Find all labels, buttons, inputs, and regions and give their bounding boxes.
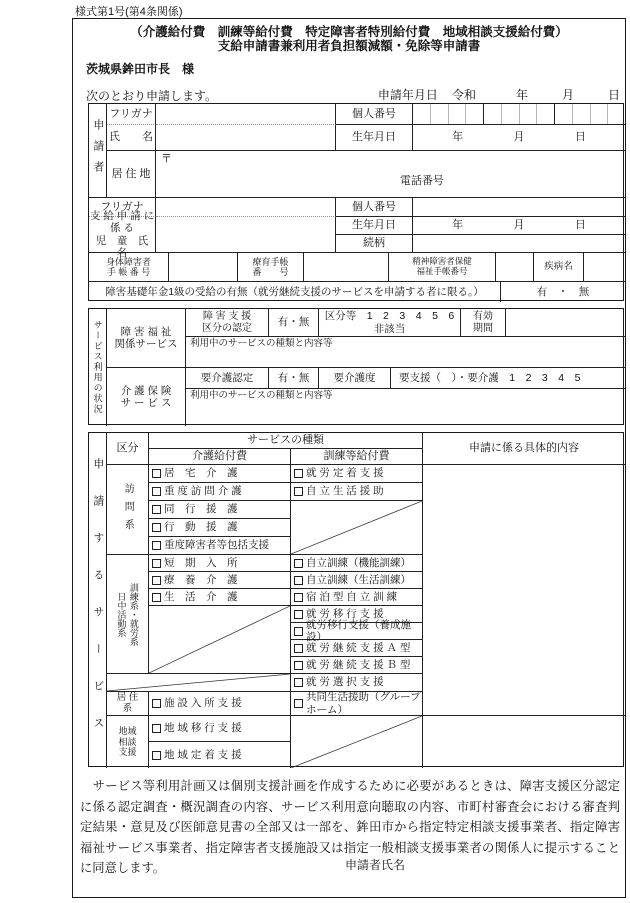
care-cert-yes-no-field[interactable]: 有・無 <box>269 368 319 389</box>
checkbox-row-shisetsu-nyusho <box>149 692 291 716</box>
ryoiku-handbook-line2: 番 号 <box>252 267 289 277</box>
group-homon-text: 訪問系 <box>122 482 134 537</box>
label-chiiki-teichaku: 地 域 定 着 支 援 <box>164 748 242 761</box>
checkbox-row-jiritsu-seikatsu-kunren <box>291 572 423 589</box>
detail-header: 申請に係る具体的内容 <box>423 433 625 465</box>
label-jiritsu-seikatsu-kunren: 自立訓練（生活訓練） <box>306 573 411 586</box>
child-birth-month-label: 月 <box>513 219 525 232</box>
validity-period-field[interactable] <box>506 309 625 337</box>
kunren-benefit-header: 訓練等給付費 <box>291 449 423 465</box>
label-shuro-iko: 就 労 移 行 支 援 <box>306 607 384 620</box>
checkbox-shisetsu-nyusho[interactable] <box>152 699 161 708</box>
personal-number-digit-boxes[interactable] <box>413 104 625 124</box>
label-shisetsu-nyusho: 施 設 入 所 支 援 <box>164 697 242 710</box>
welfare-group-line2: 関係サービス <box>114 338 178 350</box>
requested-services-table <box>88 432 624 767</box>
applicant-address-label: 居 住 地 <box>107 151 156 198</box>
label-kodo-engo: 行 動 援 護 <box>164 521 238 534</box>
child-name-field[interactable] <box>156 217 336 253</box>
checkbox-row-kyodo-seikatsu <box>291 692 423 716</box>
physical-handbook-label <box>89 253 169 282</box>
checkbox-row-hokatsu-shien <box>149 537 291 555</box>
application-date-row <box>378 86 620 103</box>
child-birthdate-field[interactable] <box>413 217 625 235</box>
validity-period-label <box>461 309 506 337</box>
mental-handbook-line2: 福祉手帳番号 <box>416 266 468 276</box>
signature-field[interactable] <box>410 868 580 869</box>
mental-handbook-label <box>389 253 496 282</box>
applicant-address-field[interactable] <box>156 151 625 198</box>
checkbox-shuro-iko[interactable] <box>294 610 303 619</box>
label-seikatsu-kaigo: 生 活 介 護 <box>164 590 238 603</box>
applicant-birthdate-label: 生年月日 <box>336 125 413 151</box>
ryoiku-handbook-field[interactable] <box>304 253 389 282</box>
checkbox-ryoyo-kaigo[interactable] <box>152 576 161 585</box>
welfare-in-use-field[interactable]: 利用中のサービスの種類と内容等 <box>186 337 625 368</box>
checkbox-kodo-engo[interactable] <box>152 523 161 532</box>
checkbox-row-ryoyo-kaigo <box>149 572 291 589</box>
group-nitchu-left-text: 日中活動系 <box>116 591 127 637</box>
kubun-header: 区分 <box>107 433 149 465</box>
applicant-name-field[interactable] <box>156 125 336 151</box>
child-furigana-label: フリガナ <box>89 198 156 217</box>
postal-mark: 〒 <box>161 153 172 165</box>
label-judo-homon: 重 度 訪 問 介 護 <box>164 485 242 498</box>
checkbox-row-shuro-keizoku-a <box>291 640 423 657</box>
support-cert-yes-no-field[interactable]: 有・無 <box>269 309 319 337</box>
strike-cell-kaigo-nitchu <box>149 606 291 674</box>
mental-handbook-field[interactable] <box>496 253 534 282</box>
care-group-line2: サ ー ビ ス <box>120 397 172 409</box>
service-status-side-text: サービス利用の状況 <box>92 320 103 415</box>
group-chiiki-line2: 相談 <box>118 736 137 747</box>
support-category-cert-label <box>186 309 269 337</box>
group-kyoju-line1: 居 住 <box>116 691 139 703</box>
care-in-use-field[interactable]: 利用中のサービスの種類と内容等 <box>190 390 333 401</box>
checkbox-kyodo-seikatsu[interactable] <box>294 699 303 708</box>
addressee: 茨城県鉾田市長 様 <box>86 62 195 76</box>
date-year-label: 年 <box>515 88 528 102</box>
care-insurance-group-label <box>107 368 186 426</box>
checkbox-seikatsu-kaigo[interactable] <box>152 593 161 602</box>
applicant-birth-year-label: 年 <box>452 131 464 144</box>
group-chiiki-label <box>107 716 149 768</box>
mental-handbook-line1: 精神障害者保健 <box>412 256 472 267</box>
child-birth-year-label: 年 <box>452 219 464 232</box>
group-nitchu-label <box>107 555 149 674</box>
checkbox-row-shukuhaku-jiritsu <box>291 589 423 606</box>
date-day-label: 日 <box>607 88 620 102</box>
welfare-services-group-label <box>107 309 186 368</box>
declaration-text: 次のとおり申請します。 <box>86 89 218 103</box>
checkbox-row-doko-engo <box>149 501 291 519</box>
service-type-header: サービスの種類 <box>149 433 423 449</box>
checkbox-row-shuro-iko-yosei <box>291 618 423 643</box>
child-relation-field[interactable] <box>413 235 625 253</box>
physical-handbook-line2: 手 帳 番 号 <box>106 267 151 277</box>
applicant-furigana-field[interactable] <box>156 104 336 125</box>
pension-question: 障害基礎年金1級の受給の有無（就労継続支援のサービスを申請する者に限る。） <box>89 282 501 302</box>
consent-paragraph: サービス等利用計画又は個別支援計画を作成するために必要があるときは、障害支援区分認定に係る認定調査・概況調査の内容、サービス利用意向聴取の内容、市町村審査会における審査判定結果・意見及び医師意見書の全部又は一部を、鉾田市から指定特定相談支援事業者、指定障害福祉サービス事業者、指定障害者支援施設又は指定一般相談支援事業者の関係人に提示することに同意します。 <box>80 779 620 875</box>
checkbox-row-shuro-teichaku <box>291 465 423 483</box>
label-hokatsu-shien: 重度障害者等包括支援 <box>164 539 269 552</box>
label-shuro-teichaku: 就 労 定 着 支 援 <box>306 467 384 480</box>
date-month-label: 月 <box>561 88 574 102</box>
label-kyotaku-kaigo: 居 宅 介 護 <box>164 467 238 480</box>
label-tanki-nyusho: 短 期 入 所 <box>164 556 238 569</box>
checkbox-jiritsu-kino[interactable] <box>294 559 303 568</box>
checkbox-row-jiritsu-seikatsu <box>291 483 423 501</box>
child-name-label-line2: 児 童 氏 名 <box>95 234 159 259</box>
care-level-options-field[interactable]: 要支援（ ）・要介護 1 2 3 4 5 <box>391 368 625 389</box>
checkbox-row-chiiki-teichaku <box>149 742 291 768</box>
requested-services-side-label <box>89 433 107 768</box>
checkbox-doko-engo[interactable] <box>152 505 161 514</box>
checkbox-row-shuro-keizoku-b <box>291 657 423 674</box>
diagonal-strike <box>291 501 422 554</box>
checkbox-row-chiiki-iko <box>149 716 291 742</box>
applicant-name-label: 氏 名 <box>107 125 156 151</box>
detail-field-lower[interactable] <box>423 716 625 768</box>
checkbox-tanki-nyusho[interactable] <box>152 559 161 568</box>
service-status-side-label <box>89 309 107 426</box>
child-furigana-field[interactable] <box>156 198 336 217</box>
label-shuro-keizoku-a: 就 労 継 続 支 援 Ａ 型 <box>306 641 411 654</box>
child-personal-number-label: 個人番号 <box>336 198 413 217</box>
form-title-line1: （介護給付費 訓練等給付費 特定障害者特別給付費 地域相談支援給付費） <box>130 25 568 39</box>
welfare-group-line1: 障 害 福 祉 <box>120 325 172 338</box>
support-category-options-field[interactable] <box>319 309 461 337</box>
group-kyoju-line2: 系 <box>122 702 133 714</box>
checkbox-row-shuro-sentaku <box>291 674 423 692</box>
ryoiku-handbook-label <box>238 253 304 282</box>
kaigo-benefit-header: 介護給付費 <box>149 449 291 465</box>
checkbox-judo-homon[interactable] <box>152 487 161 496</box>
label-chiiki-iko: 地 域 移 行 支 援 <box>164 722 242 735</box>
group-chiiki-line3: 支援 <box>118 747 137 758</box>
child-birthdate-label: 生年月日 <box>336 217 413 235</box>
disease-name-label: 疾病名 <box>534 253 584 282</box>
cert-line1: 障 害 支 援 <box>202 311 252 322</box>
care-cert-label: 要介護認定 <box>186 368 269 389</box>
checkbox-shuro-sentaku[interactable] <box>294 678 303 687</box>
checkbox-jiritsu-seikatsu-kunren[interactable] <box>294 576 303 585</box>
service-status-table <box>88 308 624 425</box>
checkbox-row-judo-homon <box>149 483 291 501</box>
strike-cell-sentaku-left <box>107 674 291 692</box>
disease-name-field[interactable] <box>584 253 625 282</box>
group-chiiki-line1: 地域 <box>118 726 137 737</box>
applicant-personal-number-label: 個人番号 <box>336 104 413 125</box>
cert-line2: 区分の認定 <box>202 322 252 334</box>
validity-line1: 有効 <box>473 311 493 322</box>
group-kyoju-label <box>107 692 149 716</box>
checkbox-chiiki-iko[interactable] <box>152 724 161 733</box>
strike-cell-kunren-homon <box>291 501 423 555</box>
phone-number-label: 電話番号 <box>399 175 444 187</box>
applicant-table <box>88 103 624 301</box>
checkbox-jiritsu-seikatsu[interactable] <box>294 487 303 496</box>
diagonal-strike <box>149 606 290 673</box>
pension-yes-no-field[interactable]: 有 ・ 無 <box>536 285 590 298</box>
diagonal-strike <box>291 716 422 768</box>
era-label: 令和 <box>451 88 476 102</box>
group-nitchu-right-text: 訓練系・就労系 <box>128 582 139 646</box>
label-shukuhaku-jiritsu: 宿 泊 型 自 立 訓 練 <box>306 590 398 603</box>
applicant-personal-number-field[interactable] <box>413 104 625 125</box>
applicant-birth-day-label: 日 <box>574 131 586 144</box>
checkbox-shuro-teichaku[interactable] <box>294 469 303 478</box>
care-group-line1: 介 護 保 険 <box>120 384 172 397</box>
applicant-signature-label: 申請者氏名 <box>345 858 406 872</box>
label-shuro-sentaku: 就 労 選 択 支 援 <box>306 676 384 689</box>
label-jiritsu-seikatsu: 自 立 生 活 援 助 <box>306 485 384 498</box>
applicant-side-label <box>89 104 107 198</box>
checkbox-shuro-keizoku-b[interactable] <box>294 661 303 670</box>
label-ryoyo-kaigo: 療 養 介 護 <box>164 573 238 586</box>
strike-cell-kunren-chiiki <box>291 716 423 768</box>
validity-line2: 期間 <box>473 322 493 334</box>
checkbox-hokatsu-shien[interactable] <box>152 541 161 550</box>
checkbox-kyotaku-kaigo[interactable] <box>152 469 161 478</box>
label-shuro-keizoku-b: 就 労 継 続 支 援 Ｂ 型 <box>306 658 411 671</box>
requested-services-side-text: 申請するサービス <box>91 457 104 754</box>
ryoiku-handbook-line1: 療育手帳 <box>252 256 289 267</box>
applicant-birth-month-label: 月 <box>513 131 525 144</box>
checkbox-shuro-iko-yosei[interactable] <box>294 627 303 636</box>
group-homon-label <box>107 465 149 555</box>
checkbox-row-kyotaku-kaigo <box>149 465 291 483</box>
label-jiritsu-kino: 自立訓練（機能訓練） <box>306 556 411 569</box>
applicant-side-text: 申請者 <box>91 119 104 182</box>
form-title-line2: 支給申請書兼利用者負担額減額・免除等申請書 <box>217 39 481 53</box>
care-level-label: 要介護度 <box>319 368 391 389</box>
applicant-furigana-label: フリガナ <box>107 104 156 125</box>
physical-handbook-field[interactable] <box>169 253 238 282</box>
child-personal-number-field[interactable] <box>413 198 625 217</box>
diagonal-strike <box>107 674 290 691</box>
applicant-birthdate-field[interactable] <box>413 125 625 151</box>
detail-field-upper[interactable] <box>423 465 625 716</box>
checkbox-chiiki-teichaku[interactable] <box>152 751 161 760</box>
checkbox-row-tanki-nyusho <box>149 555 291 572</box>
checkbox-row-seikatsu-kaigo <box>149 589 291 606</box>
checkbox-row-kodo-engo <box>149 519 291 537</box>
child-birth-day-label: 日 <box>574 219 586 232</box>
application-date-label: 申請年月日 <box>377 88 438 102</box>
label-kyodo-seikatsu: 共同生活援助（グループホーム） <box>306 691 421 716</box>
checkbox-row-jiritsu-kino <box>291 555 423 572</box>
physical-handbook-line1: 身体障害者 <box>105 256 151 267</box>
child-relation-label: 続柄 <box>336 235 413 253</box>
child-name-label <box>89 210 159 259</box>
category-numbers: 区分等 1 2 3 4 5 6 <box>324 310 455 323</box>
label-shuro-iko-yosei: 就労移行支援（養成施設） <box>306 618 411 643</box>
checkbox-shuro-keizoku-a[interactable] <box>294 644 303 653</box>
label-doko-engo: 同 行 援 護 <box>164 503 238 516</box>
category-not-applicable: 非該当 <box>373 322 406 335</box>
checkbox-shukuhaku-jiritsu[interactable] <box>294 593 303 602</box>
form-number: 様式第1号(第4条関係) <box>75 6 183 18</box>
child-name-label-line1: 支 給 申 請 に 係 る <box>89 210 155 235</box>
